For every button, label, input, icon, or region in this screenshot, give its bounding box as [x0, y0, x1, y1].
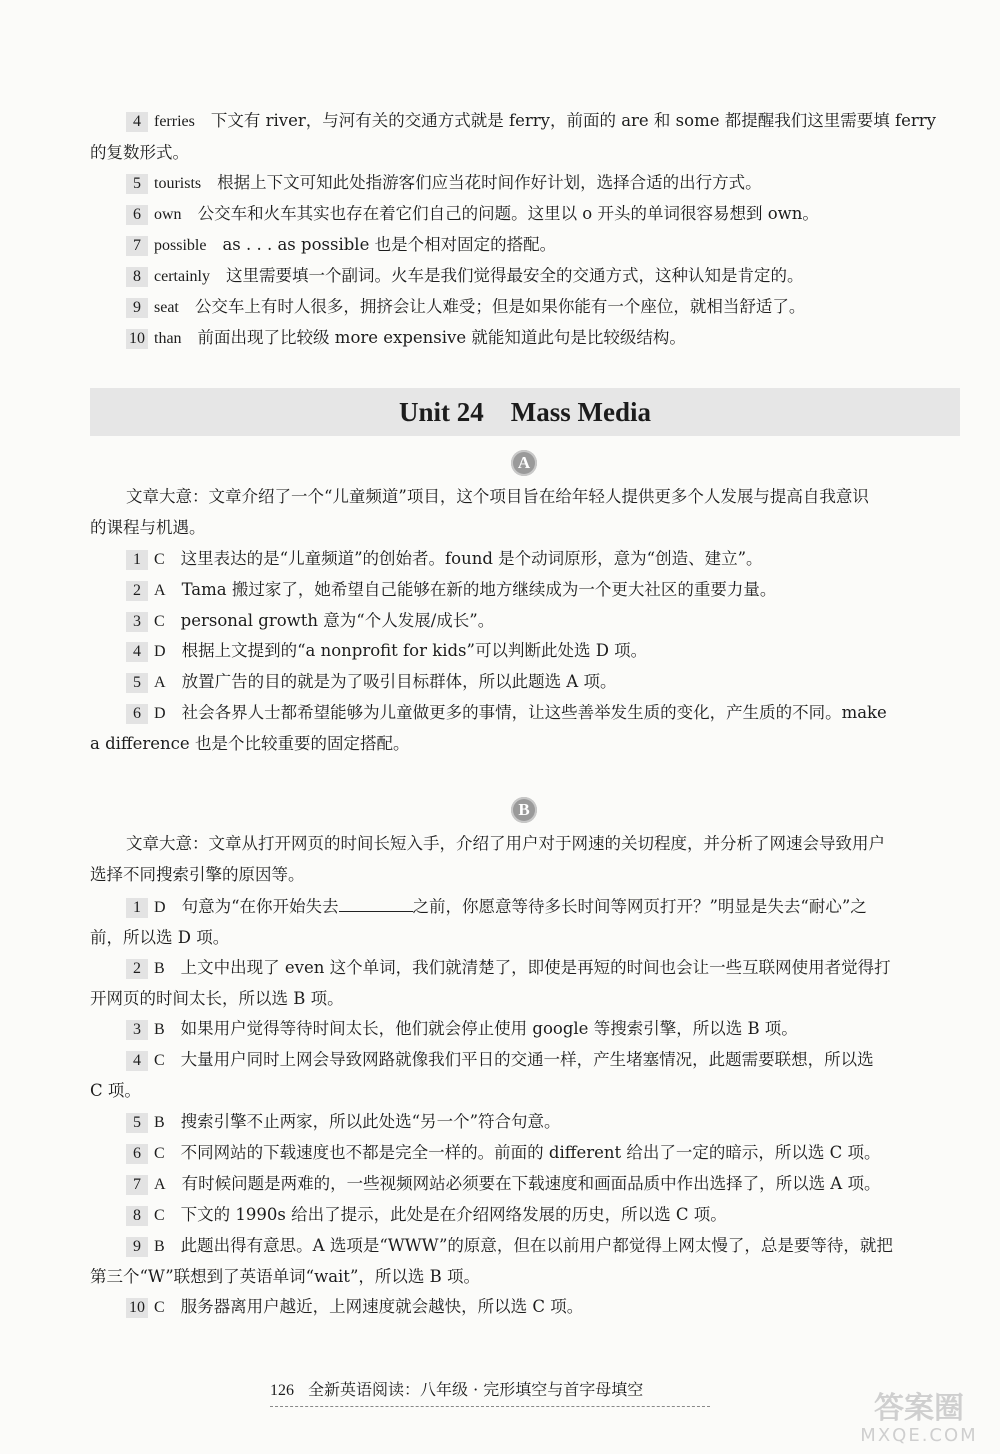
- answer-letter: B: [154, 1021, 165, 1038]
- answer-line: [126, 297, 960, 318]
- question-number: 10: [126, 1298, 148, 1318]
- explanation: 如果用户觉得等待时间太长，他们就会停止使用 google 等搜索引擎，所以选 B 项。: [180, 1019, 798, 1038]
- section-a-summary: 文章大意：文章介绍了一个“儿童频道”项目，这个项目旨在给年轻人提供更多个人发展与提高自我意识: [126, 487, 869, 506]
- explanation: 这里表达的是“儿童频道”的创始者。found 是个动词原形，意为“创造、建立”。: [180, 549, 763, 568]
- answer-line: [126, 1297, 960, 1318]
- answer-letter: C: [154, 1207, 165, 1224]
- answer-letter: D: [154, 643, 166, 660]
- explanation: 下文的 1990s 给出了提示，此处是在介绍网络发展的历史，所以选 C 项。: [180, 1205, 727, 1224]
- question-number: 5: [126, 174, 148, 194]
- question-number: 6: [126, 1144, 148, 1164]
- answer-letter: A: [154, 674, 166, 691]
- question-number: 3: [126, 1020, 148, 1040]
- explanation: 大量用户同时上网会导致网路就像我们平日的交通一样，产生堵塞情况，此题需要联想，所以选: [180, 1050, 874, 1069]
- explanation-tail: 之前，你愿意等待多长时间等网页打开？”明显是失去“耐心”之: [412, 897, 867, 916]
- answer-letter: A: [154, 582, 166, 599]
- answer-word: certainly: [154, 268, 210, 285]
- section-b-summary-continued: 选择不同搜索引擎的原因等。: [90, 865, 305, 884]
- answer-letter: A: [154, 1176, 166, 1193]
- answer-line: [126, 1050, 960, 1071]
- page-footer: [270, 1378, 710, 1407]
- question-number: 5: [126, 1113, 148, 1133]
- page-number: 126: [270, 1382, 294, 1399]
- explanation: 此题出得有意思。A 选项是“WWW”的原意，但在以前用户都觉得上网太慢了，总是要等待，就把: [180, 1236, 893, 1255]
- explanation: as . . . as possible 也是个相对固定的搭配。: [222, 235, 557, 254]
- explanation: 前面出现了比较级 more expensive 就能知道此句是比较级结构。: [197, 328, 686, 347]
- question-number: 2: [126, 581, 148, 601]
- answer-line: [126, 549, 960, 570]
- answer-line: [126, 173, 960, 194]
- question-number: 7: [126, 1175, 148, 1195]
- answer-line: [126, 1143, 960, 1164]
- unit-title: Unit 24 Mass Media: [399, 397, 651, 427]
- answer-letter: D: [154, 705, 166, 722]
- explanation: 搜索引擎不止两家，所以此处选“另一个”符合句意。: [180, 1112, 561, 1131]
- fill-blank: [339, 897, 413, 912]
- explanation: Tama 搬过家了，她希望自己能够在新的地方继续成为一个更大社区的重要力量。: [181, 580, 777, 599]
- answer-line: [126, 1019, 960, 1040]
- section-b-summary: 文章大意：文章从打开网页的时间长短入手，介绍了用户对于网速的关切程度，并分析了网速会导致用户: [126, 834, 885, 853]
- answer-word: than: [154, 330, 182, 347]
- answer-letter: C: [154, 551, 165, 568]
- explanation: 下文有 river，与河有关的交通方式就是 ferry，前面的 are 和 some 都提醒我们这里需要填 ferry: [210, 111, 936, 130]
- answer-word: possible: [154, 237, 207, 254]
- question-number: 1: [126, 898, 148, 918]
- section-a-summary-continued: 的课程与机遇。: [90, 518, 206, 537]
- explanation: 有时候问题是两难的，一些视频网站必须要在下载速度和画面品质中作出选择了，所以选 A 项。: [181, 1174, 881, 1193]
- section-a-badge: A: [511, 450, 537, 476]
- explanation: 上文中出现了 even 这个单词，我们就清楚了，即使是再短的时间也会让一些互联网使用者觉得打: [180, 958, 891, 977]
- answer-word: own: [154, 206, 182, 223]
- explanation: personal growth 意为“个人发展/成长”。: [180, 611, 495, 630]
- answer-word: tourists: [154, 175, 202, 192]
- answer-line: [126, 672, 960, 693]
- explanation-continued: 的复数形式。: [90, 143, 189, 162]
- section-b-badge: B: [511, 797, 537, 823]
- explanation: 公交车上有时人很多，拥挤会让人难受；但是如果你能有一个座位，就相当舒适了。: [194, 297, 806, 316]
- explanation-continued: C 项。: [90, 1081, 141, 1100]
- explanation: 根据上文提到的“a nonprofit for kids”可以判断此处选 D 项。: [181, 641, 648, 660]
- explanation: 服务器离用户越近，上网速度就会越快，所以选 C 项。: [180, 1297, 584, 1316]
- answer-word: ferries: [154, 113, 195, 130]
- question-number: 10: [126, 329, 148, 349]
- answer-line: [126, 611, 960, 632]
- explanation: 不同网站的下载速度也不都是完全一样的。前面的 different 给出了一定的暗示，所以选 C 项。: [180, 1143, 881, 1162]
- answer-letter: C: [154, 1299, 165, 1316]
- question-number: 1: [126, 550, 148, 570]
- watermark-top: 答案圈: [874, 1391, 964, 1426]
- answer-line: [126, 641, 960, 662]
- answer-line: [126, 897, 960, 918]
- question-number: 8: [126, 267, 148, 287]
- question-number: 4: [126, 112, 148, 132]
- explanation: 社会各界人士都希望能够为儿童做更多的事情，让这些善举发生质的变化，产生质的不同。make: [181, 703, 887, 722]
- question-number: 6: [126, 205, 148, 225]
- question-number: 7: [126, 236, 148, 256]
- question-number: 9: [126, 1237, 148, 1257]
- answer-letter: B: [154, 960, 165, 977]
- explanation-continued: a difference 也是个比较重要的固定搭配。: [90, 734, 410, 753]
- answer-line: [126, 1112, 960, 1133]
- question-number: 4: [126, 642, 148, 662]
- explanation: 句意为“在你开始失去: [181, 897, 339, 916]
- question-number: 6: [126, 704, 148, 724]
- answer-line: [126, 580, 960, 601]
- answer-line: [126, 1174, 960, 1195]
- answer-letter: B: [154, 1114, 165, 1131]
- answer-letter: B: [154, 1238, 165, 1255]
- book-title: 全新英语阅读：八年级 · 完形填空与首字母填空: [308, 1380, 644, 1399]
- answer-line: [126, 235, 960, 256]
- answer-letter: C: [154, 1145, 165, 1162]
- answer-line: [126, 111, 960, 132]
- answer-line: [126, 204, 960, 225]
- answer-line: [126, 1236, 960, 1257]
- explanation: 根据上下文可知此处指游客们应当花时间作好计划，选择合适的出行方式。: [217, 173, 762, 192]
- explanation-continued: 前，所以选 D 项。: [90, 928, 230, 947]
- question-number: 9: [126, 298, 148, 318]
- answer-line: [126, 1205, 960, 1226]
- answer-line: [126, 703, 960, 724]
- question-number: 5: [126, 673, 148, 693]
- answer-letter: D: [154, 899, 166, 916]
- explanation: 公交车和火车其实也存在着它们自己的问题。这里以 o 开头的单词很容易想到 own。: [197, 204, 819, 223]
- watermark-logo: [844, 1392, 994, 1450]
- question-number: 2: [126, 959, 148, 979]
- answer-line: [126, 958, 960, 979]
- explanation: 放置广告的目的就是为了吸引目标群体，所以此题选 A 项。: [181, 672, 617, 691]
- explanation: 这里需要填一个副词。火车是我们觉得最安全的交通方式，这种认知是肯定的。: [225, 266, 804, 285]
- watermark-bottom: MXQE.COM: [860, 1425, 978, 1446]
- explanation-continued: 第三个“W”联想到了英语单词“wait”，所以选 B 项。: [90, 1267, 480, 1286]
- answer-word: seat: [154, 299, 179, 316]
- answer-line: [126, 328, 960, 349]
- answer-letter: C: [154, 613, 165, 630]
- answer-line: [126, 266, 960, 287]
- explanation-continued: 开网页的时间太长，所以选 B 项。: [90, 989, 344, 1008]
- question-number: 8: [126, 1206, 148, 1226]
- question-number: 4: [126, 1051, 148, 1071]
- question-number: 3: [126, 612, 148, 632]
- answer-letter: C: [154, 1052, 165, 1069]
